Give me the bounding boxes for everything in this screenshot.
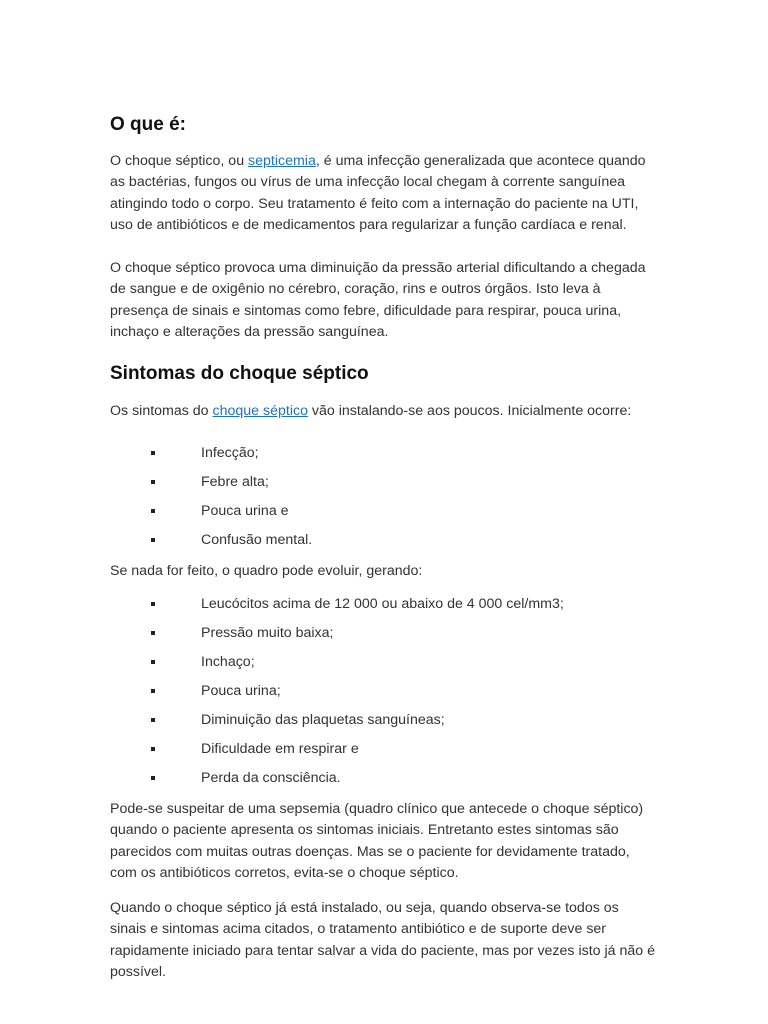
bullet-icon [151,631,155,635]
bullet-icon [151,509,155,513]
list-item [110,681,658,710]
list-item [110,530,658,559]
list-item-text: Pouca urina e [201,503,289,519]
list-item-text: Inchaço; [201,654,255,670]
list-item [110,623,658,652]
list-item [110,652,658,681]
list-item-text: Dificuldade em respirar e [201,741,359,757]
bullet-icon [151,689,155,693]
bullet-icon [151,660,155,664]
text-segment: vão instalando-se aos poucos. Inicialmente ocorre: [307,403,632,419]
list-item [110,739,658,768]
list-item [110,768,658,797]
list-item [110,594,658,623]
list-item [110,710,658,739]
heading-what-is: O que é: [110,114,187,135]
heading-symptoms: Sintomas do choque séptico [110,363,369,384]
paragraph-definition [110,151,658,237]
list-item-text: Pressão muito baixa; [201,625,334,641]
paragraph-installed: Quando o choque séptico já está instalado, ou seja, quando observa-se todos os sinais e sintomas acima citados, o tratamento antibiótico e de suporte deve ser rapidamente iniciado para tentar salvar a vida do paciente, mas por vezes isto já não é possível. [110,900,655,981]
text-segment: , é uma infecção generalizada que acontece quando as bactérias, fungos ou vírus de uma infecção local chegam à corrente sanguínea atingindo todo o corpo. Seu tratamento é feito com a internação do paciente na UTI, uso de antibióticos e de medicamentos para regularizar a função cardíaca e renal. [110,153,646,234]
bullet-icon [151,480,155,484]
list-item-text: Febre alta; [201,474,269,490]
list-item-text: Leucócitos acima de 12 000 ou abaixo de 4 000 cel/mm3; [201,596,564,612]
list-item-text: Pouca urina; [201,683,281,699]
text-segment: O choque séptico, ou [110,153,249,169]
list-item-text: Confusão mental. [201,532,313,548]
paragraph-pressure: O choque séptico provoca uma diminuição da pressão arterial dificultando a chegada de sangue e de oxigênio no cérebro, coração, rins e outros órgãos. Isto leva à presença de sinais e sintomas como febre, dificuldade para respirar, pouca urina, inchaço e alterações da pressão sanguínea. [110,260,646,341]
bullet-icon [151,747,155,751]
paragraph-evolve: Se nada for feito, o quadro pode evoluir, gerando: [110,563,423,579]
link-choque-septico[interactable]: choque séptico [212,403,308,419]
bullet-icon [151,538,155,542]
list-initial-symptoms [110,443,658,559]
list-item [110,501,658,530]
bullet-icon [151,451,155,455]
list-item-text: Infecção; [201,445,259,461]
link-septicemia[interactable]: septicemia [248,153,316,169]
list-item [110,443,658,472]
list-item-text: Diminuição das plaquetas sanguíneas; [201,712,445,728]
text-segment: Os sintomas do [110,403,213,419]
paragraph-symptoms-intro [110,401,658,422]
list-evolved-symptoms [110,594,658,797]
list-item-text: Perda da consciência. [201,770,341,786]
list-item [110,472,658,501]
paragraph-suspect: Pode-se suspeitar de uma sepsemia (quadro clínico que antecede o choque séptico) quando o paciente apresenta os sintomas iniciais. Entretanto estes sintomas são parecidos com muitas outras doenças. Mas se o paciente for devidamente tratado, com os antibióticos corretos, evita-se o choque séptico. [110,801,644,882]
bullet-icon [151,776,155,780]
bullet-icon [151,602,155,606]
bullet-icon [151,718,155,722]
